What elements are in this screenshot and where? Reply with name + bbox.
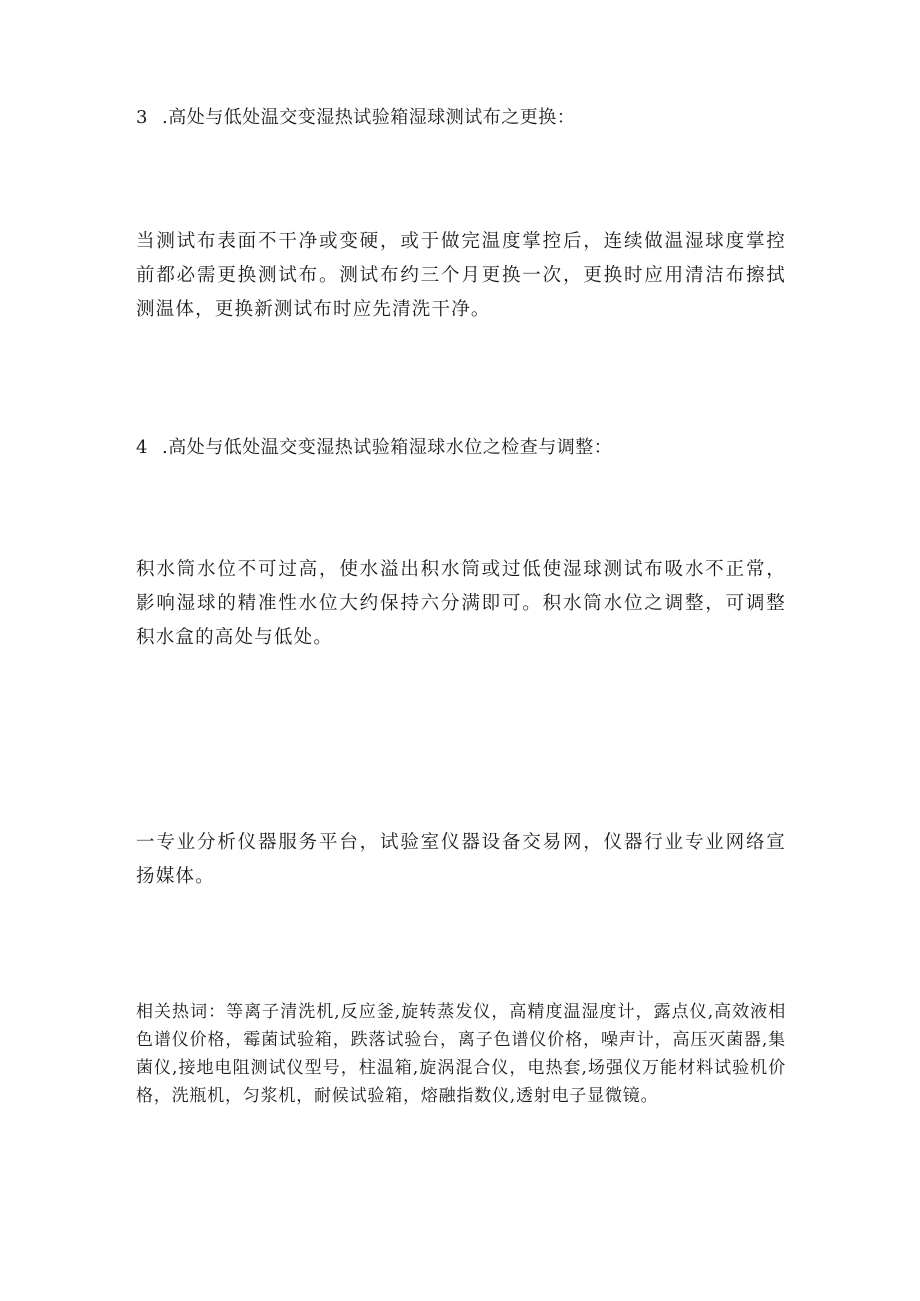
related-keywords: 相关热词：等离子清洗机,反应釜,旋转蒸发仪，高精度温湿度计，露点仪,高效液相色谱仪价格，霉菌试验箱，跌落试验台，离子色谱仪价格，噪声计，高压灭菌器,集菌仪,接地电阻测试仪型号，柱温箱,旋涡混合仪，电热套,场强仪万能材料试验机价格，洗瓶机，匀浆机，耐候试验箱，熔融指数仪,透射电子显微镜。	[136, 1002, 786, 1106]
section-4-body: 积水筒水位不可过高，使水溢出积水筒或过低使湿球测试布吸水不正常，影响湿球的精准性水位大约保持六分满即可。积水筒水位之调整，可调整积水盒的高处与低处。	[136, 559, 786, 648]
section-4-title: .高处与低处温交变湿热试验箱湿球水位之检查与调整：	[162, 437, 613, 458]
section-3-number: 3	[136, 107, 148, 128]
section-4-number: 4	[136, 437, 148, 458]
section-4-heading	[136, 435, 786, 461]
section-3-title: .高处与低处温交变湿热试验箱湿球测试布之更换：	[162, 107, 576, 128]
section-3-body: 当测试布表面不干净或变硬，或于做完温度掌控后，连续做温湿球度掌控前都必需更换测试布。测试布约三个月更换一次，更换时应用清洁布擦拭测温体，更换新测试布时应先清洗干净。	[136, 231, 786, 320]
platform-description: 一专业分析仪器服务平台，试验室仪器设备交易网，仪器行业专业网络宣扬媒体。	[136, 832, 786, 887]
section-3-heading	[136, 105, 786, 131]
